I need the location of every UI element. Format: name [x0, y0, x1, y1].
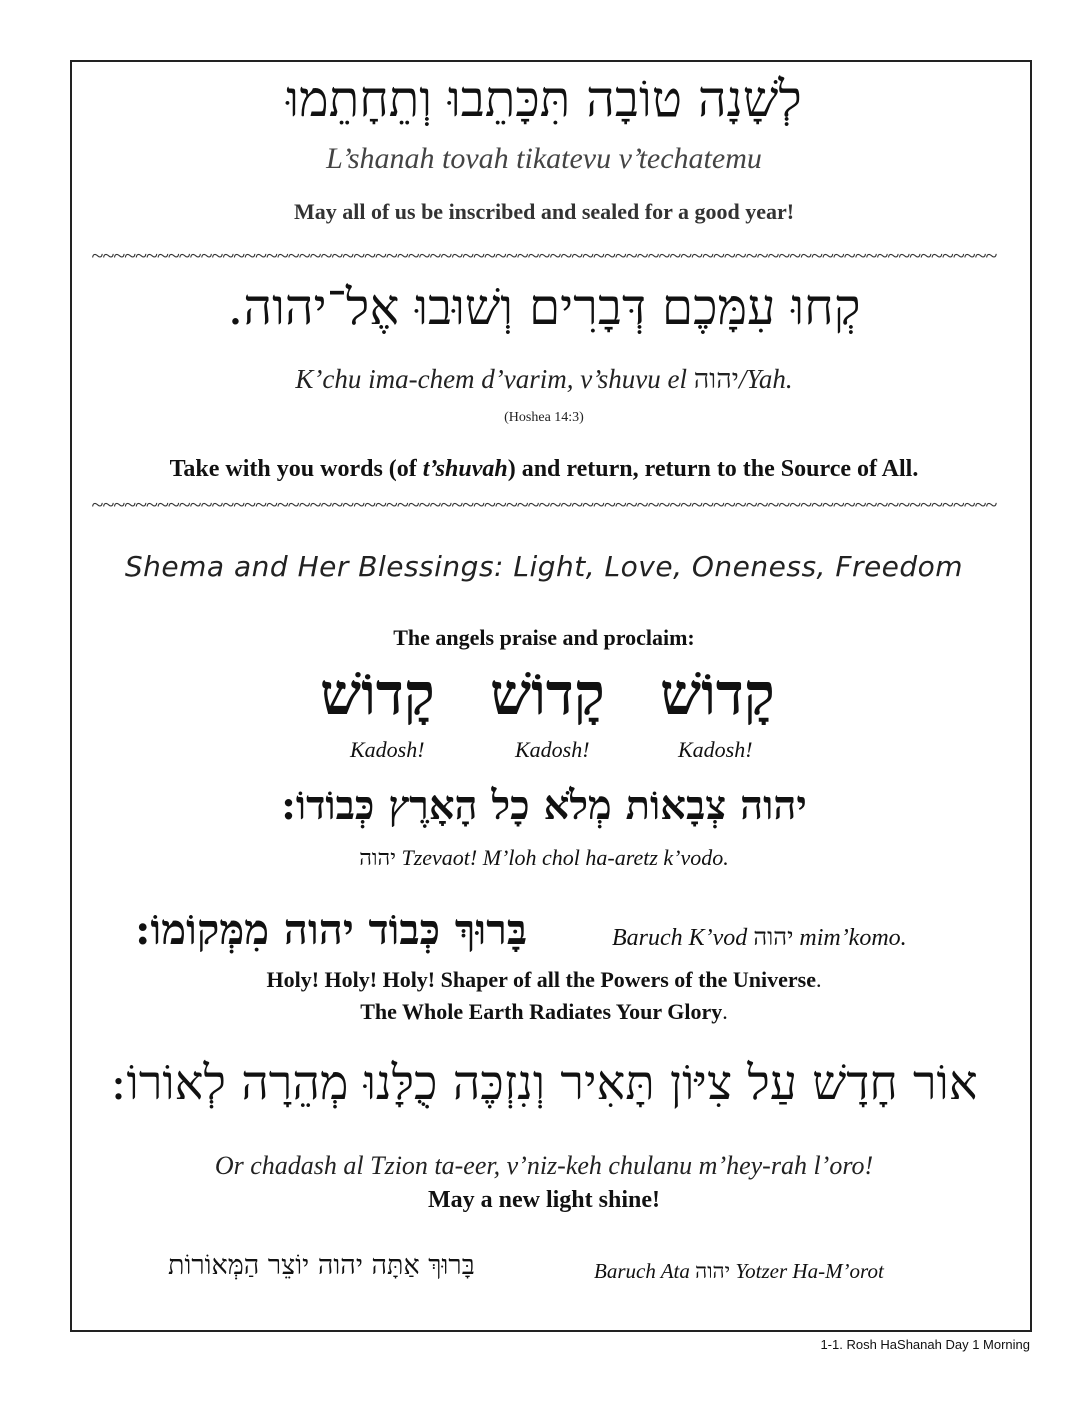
baruch-hebrew: בָּרוּךְ כְּבוֹד יהוה מִמְּקוֹמוֹ: [135, 905, 528, 954]
kedushah-line2-hebrew: יהוה צְבָאוֹת מְלֹא כָל הָאָרֶץ כְּבוֹדוֹ: [281, 782, 807, 829]
kadosh-hebrew-1: קָדוֹשׁ [660, 660, 775, 728]
kadosh-translit-3: Kadosh! [678, 737, 753, 762]
kadosh-hebrew-3: קָדוֹשׁ [320, 660, 435, 728]
or-chadash-hebrew: אוֹר חָדָשׁ עַל צִיּוֹן תָּאִיר וְנִזְכֶּה כֻלָּנוּ מְהֵרָה לְאוֹרוֹ: [110, 1055, 978, 1111]
section-title: Shema and Her Blessings: Light, Love, Oneness, Freedom [124, 550, 964, 583]
closing-transliteration: Baruch Ata יהוה Yotzer Ha-M’orot [594, 1259, 884, 1283]
hoshea-citation: (Hoshea 14:3) [504, 410, 584, 425]
kedushah-intro: The angels praise and proclaim: [393, 625, 695, 650]
hoshea-hebrew: קְחוּ עִמָּכֶם דְּבָרִים וְשׁוּבוּ אֶל־יהוה. [227, 278, 861, 336]
greeting-translation: May all of us be inscribed and sealed for a good year! [293, 199, 795, 224]
kedushah-translation-line2: The Whole Earth Radiates Your Glory. [360, 999, 728, 1024]
hoshea-transliteration: K’chu ima-chem d’varim, v’shuvu el יהוה/Yah. [295, 364, 793, 395]
or-chadash-translation: May a new light shine! [427, 1187, 660, 1213]
baruch-transliteration: Baruch K’vod יהוה mim’komo. [612, 923, 907, 951]
kedushah-translation-line1: Holy! Holy! Holy! Shaper of all the Powers of the Universe. [266, 967, 822, 992]
closing-hebrew: בָּרוּךְ אַתָּה יהוה יוֹצֵר הַמְּאוֹרוֹת [168, 1250, 475, 1281]
hoshea-translation: Take with you words (of t’shuvah) and return, return to the Source of All. [169, 456, 919, 482]
divider-top: ~~~~~~~~~~~~~~~~~~~~~~~~~~~~~~~~~~~~~~~~~~~~~~~~~~~~~~~~~~~~~~~~~~~~~~~~~~~~~~~~~~~ [91, 243, 997, 268]
greeting-hebrew: לְשָׁנָה טוֹבָה תִּכָּתֵבוּ וְתֵחָתֵמוּ [286, 70, 802, 128]
greeting-transliteration: L’shanah tovah tikatevu v’techatemu [326, 142, 762, 175]
page-footer: 1-1. Rosh HaShanah Day 1 Morning [820, 1337, 1030, 1352]
kadosh-translit-1: Kadosh! [350, 737, 425, 762]
kadosh-translit-2: Kadosh! [515, 737, 590, 762]
kedushah-line2-transliteration: יהוה Tzevaot! M’loh chol ha-aretz k’vodo. [359, 845, 729, 871]
divider-bottom: ~~~~~~~~~~~~~~~~~~~~~~~~~~~~~~~~~~~~~~~~~~~~~~~~~~~~~~~~~~~~~~~~~~~~~~~~~~~~~~~~~~~ [91, 492, 997, 517]
kadosh-hebrew-2: קָדוֹשׁ [490, 660, 605, 728]
or-chadash-transliteration: Or chadash al Tzion ta-eer, v’niz-keh chulanu m’hey-rah l’oro! [214, 1151, 874, 1180]
